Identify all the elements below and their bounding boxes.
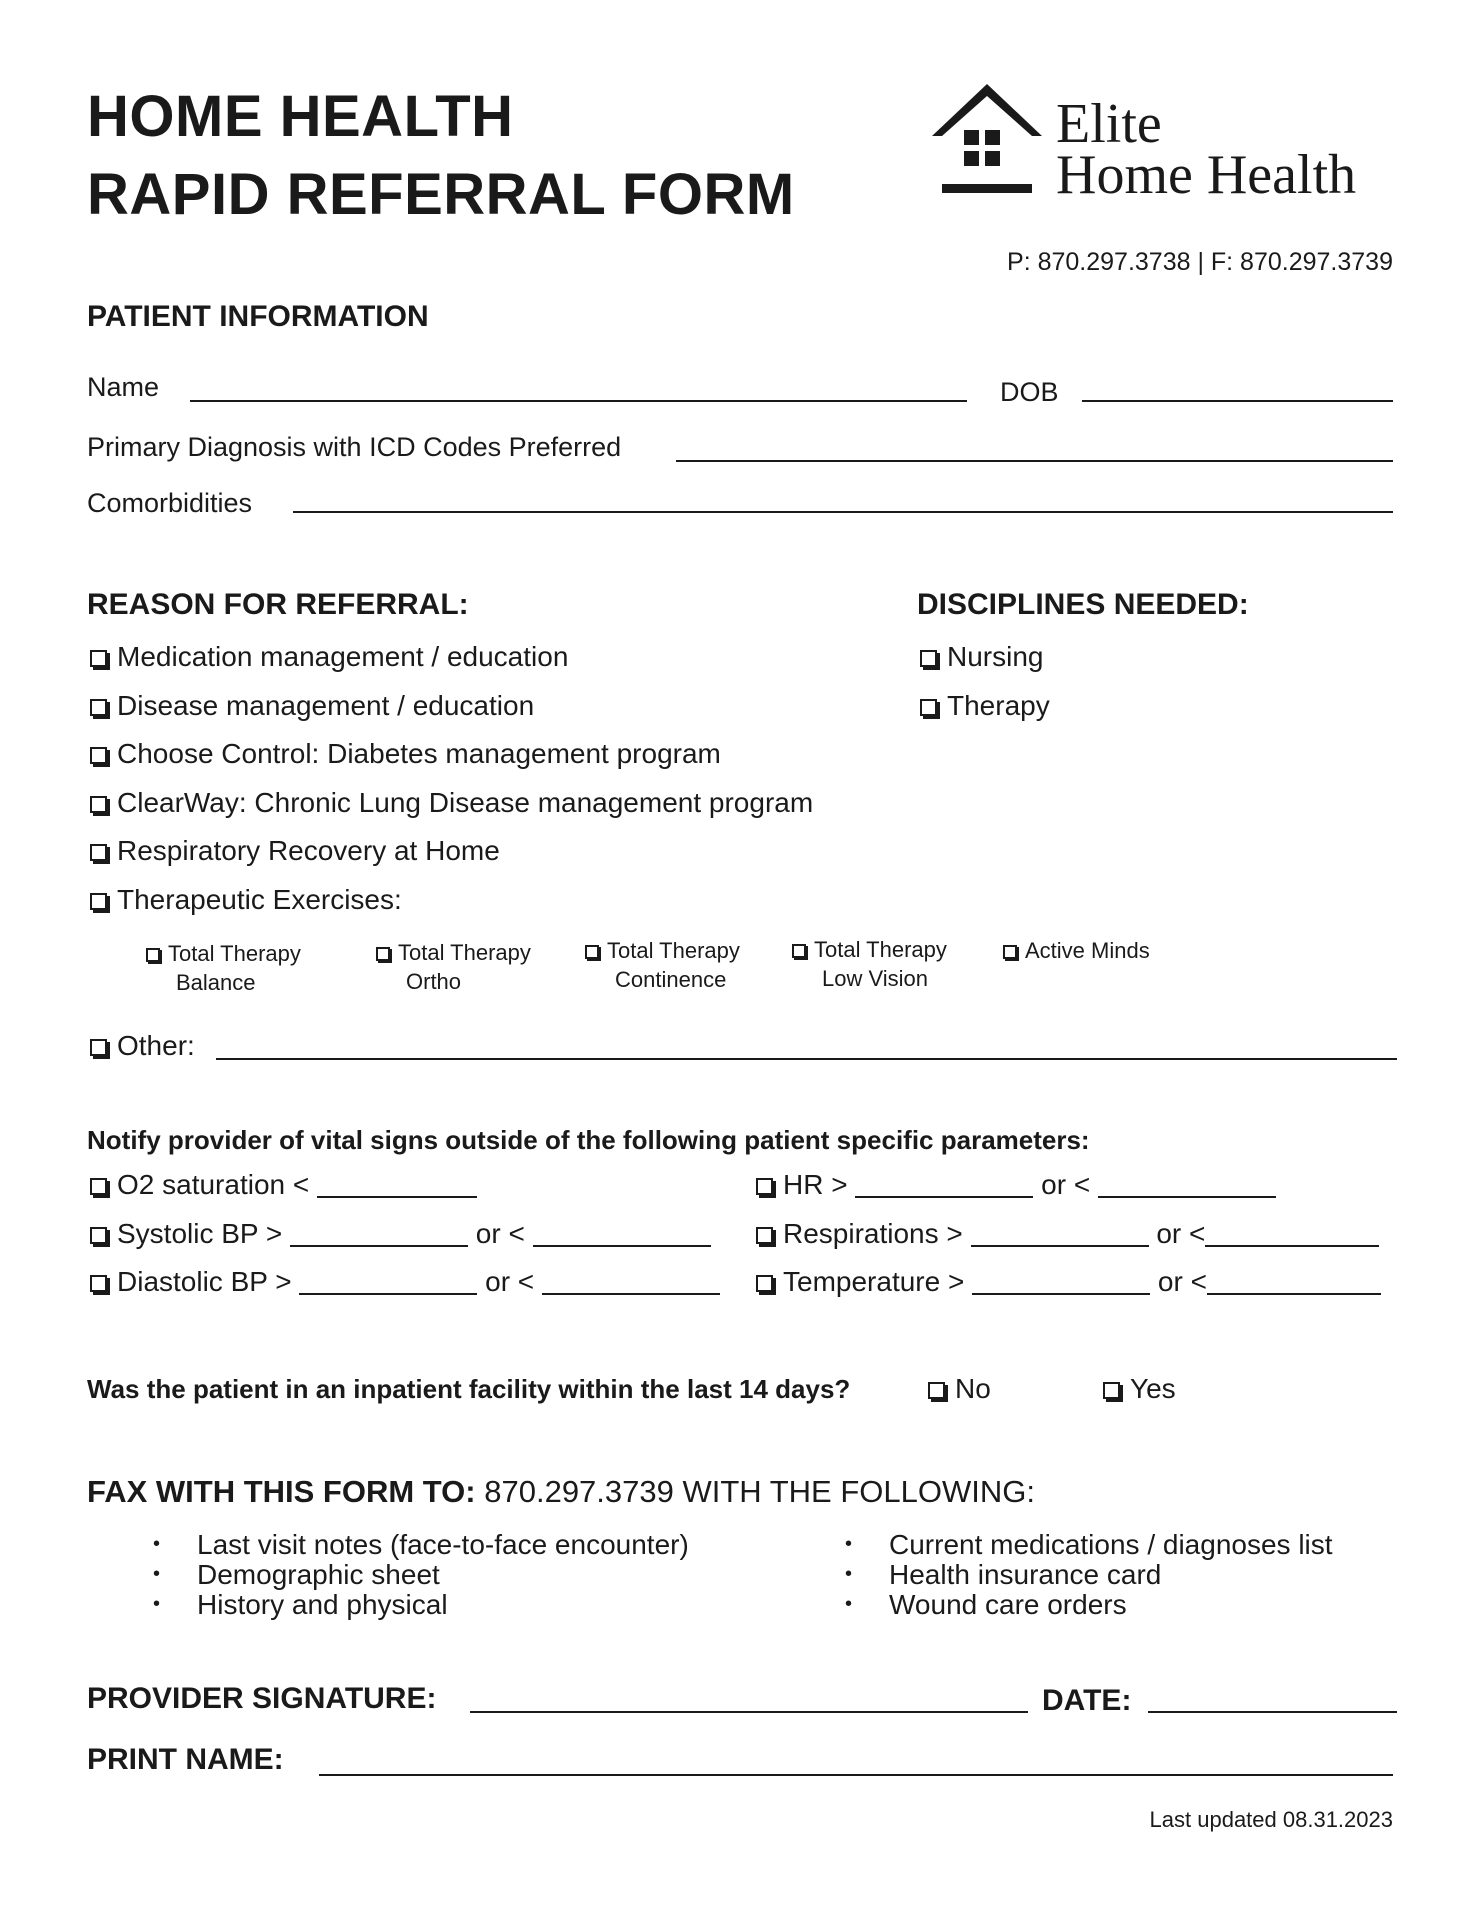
house-logo-icon — [932, 84, 1042, 196]
vital-respirations[interactable]: Respirations > or < — [756, 1219, 1379, 1248]
checkbox[interactable] — [920, 699, 937, 716]
name-label: Name — [87, 372, 160, 402]
checkbox[interactable] — [756, 1178, 773, 1195]
referral-option-lung[interactable]: ClearWay: Chronic Lung Disease management program — [90, 789, 813, 817]
checkbox[interactable] — [756, 1227, 773, 1244]
checkbox[interactable] — [90, 650, 107, 667]
systolic-high-field[interactable] — [290, 1219, 468, 1247]
list-item: • Health insurance card — [845, 1560, 1333, 1590]
referral-option-disease[interactable]: Disease management / education — [90, 692, 534, 720]
date-field[interactable] — [1148, 1711, 1397, 1713]
referral-option-diabetes[interactable]: Choose Control: Diabetes management program — [90, 740, 721, 768]
inpatient-yes-option[interactable]: Yes — [1103, 1375, 1176, 1403]
sub-option-balance[interactable]: Total Therapy Balance — [146, 940, 301, 997]
diastolic-high-field[interactable] — [299, 1267, 477, 1295]
sub-option-low-vision[interactable]: Total Therapy Low Vision — [792, 936, 947, 993]
checkbox[interactable] — [90, 1275, 107, 1292]
checkbox[interactable] — [90, 893, 107, 910]
checkbox[interactable] — [90, 1178, 107, 1195]
vital-temperature[interactable]: Temperature > or < — [756, 1267, 1381, 1296]
logo-text-home-health: Home Health — [1056, 144, 1357, 206]
referral-option-therapeutic[interactable]: Therapeutic Exercises: — [90, 886, 402, 914]
checkbox[interactable] — [920, 650, 937, 667]
o2-field[interactable] — [317, 1170, 477, 1198]
checkbox[interactable] — [1103, 1382, 1120, 1399]
vital-hr[interactable]: HR > or < — [756, 1170, 1276, 1199]
list-item: • Last visit notes (face-to-face encounter) — [153, 1530, 689, 1560]
fax-list-left — [153, 1530, 689, 1621]
diagnosis-field[interactable] — [676, 460, 1393, 462]
provider-signature-field[interactable] — [470, 1711, 1028, 1713]
checkbox[interactable] — [90, 1227, 107, 1244]
contact-numbers: P: 870.297.3738 | F: 870.297.3739 — [1007, 248, 1393, 276]
name-field[interactable] — [190, 400, 967, 402]
checkbox[interactable] — [146, 948, 160, 962]
vital-systolic[interactable]: Systolic BP > or < — [90, 1219, 711, 1248]
sub-option-ortho[interactable]: Total Therapy Ortho — [376, 939, 531, 996]
discipline-option-nursing[interactable]: Nursing — [920, 643, 1043, 671]
fax-number-text: 870.297.3739 WITH THE FOLLOWING: — [475, 1474, 1035, 1509]
date-label: DATE: — [1042, 1684, 1132, 1717]
checkbox[interactable] — [1003, 945, 1017, 959]
comorbidities-label: Comorbidities — [87, 488, 253, 518]
diastolic-low-field[interactable] — [542, 1267, 720, 1295]
logo-text-elite: Elite — [1056, 93, 1162, 155]
fax-label: FAX WITH THIS FORM TO: — [87, 1474, 476, 1509]
provider-signature-label: PROVIDER SIGNATURE: — [87, 1682, 437, 1715]
vital-o2[interactable]: O2 saturation < — [90, 1170, 477, 1199]
disciplines-heading: DISCIPLINES NEEDED: — [917, 588, 1249, 621]
referral-option-medication[interactable]: Medication management / education — [90, 643, 568, 671]
list-item: • Current medications / diagnoses list — [845, 1530, 1333, 1560]
sub-option-active-minds[interactable]: Active Minds — [1003, 937, 1150, 966]
print-name-field[interactable] — [319, 1774, 1393, 1776]
dob-field[interactable] — [1082, 400, 1393, 402]
diagnosis-label: Primary Diagnosis with ICD Codes Preferred — [87, 432, 622, 462]
fax-instructions — [87, 1476, 1035, 1507]
form-title-line2: RAPID REFERRAL FORM — [87, 162, 795, 227]
checkbox[interactable] — [792, 944, 806, 958]
respirations-low-field[interactable] — [1205, 1219, 1379, 1247]
hr-low-field[interactable] — [1098, 1170, 1276, 1198]
comorbidities-field[interactable] — [293, 511, 1393, 513]
checkbox[interactable] — [90, 844, 107, 861]
list-item: • Demographic sheet — [153, 1560, 689, 1590]
checkbox[interactable] — [585, 945, 599, 959]
referral-option-respiratory[interactable]: Respiratory Recovery at Home — [90, 837, 500, 865]
list-item: • History and physical — [153, 1590, 689, 1620]
patient-info-heading: PATIENT INFORMATION — [87, 300, 429, 333]
sub-option-continence[interactable]: Total Therapy Continence — [585, 937, 740, 994]
checkbox[interactable] — [376, 947, 390, 961]
temperature-high-field[interactable] — [972, 1267, 1150, 1295]
hr-high-field[interactable] — [855, 1170, 1033, 1198]
discipline-option-therapy[interactable]: Therapy — [920, 692, 1050, 720]
inpatient-no-option[interactable]: No — [928, 1375, 991, 1403]
checkbox[interactable] — [90, 747, 107, 764]
temperature-low-field[interactable] — [1207, 1267, 1381, 1295]
form-title-line1: HOME HEALTH — [87, 84, 514, 149]
checkbox[interactable] — [90, 699, 107, 716]
checkbox[interactable] — [756, 1275, 773, 1292]
vital-diastolic[interactable]: Diastolic BP > or < — [90, 1267, 720, 1296]
last-updated: Last updated 08.31.2023 — [1149, 1807, 1393, 1832]
list-item: • Wound care orders — [845, 1590, 1333, 1620]
print-name-label: PRINT NAME: — [87, 1743, 284, 1776]
referral-heading: REASON FOR REFERRAL: — [87, 588, 469, 621]
inpatient-question: Was the patient in an inpatient facility within the last 14 days? — [87, 1374, 851, 1404]
checkbox[interactable] — [928, 1382, 945, 1399]
fax-list-right — [845, 1530, 1333, 1621]
other-field[interactable] — [216, 1058, 1397, 1060]
systolic-low-field[interactable] — [533, 1219, 711, 1247]
checkbox[interactable] — [90, 1039, 107, 1056]
checkbox[interactable] — [90, 796, 107, 813]
respirations-high-field[interactable] — [971, 1219, 1149, 1247]
vitals-heading: Notify provider of vital signs outside of the following patient specific parameters: — [87, 1125, 1090, 1155]
dob-label: DOB — [1000, 377, 1059, 407]
referral-option-other[interactable]: Other: — [90, 1032, 195, 1060]
